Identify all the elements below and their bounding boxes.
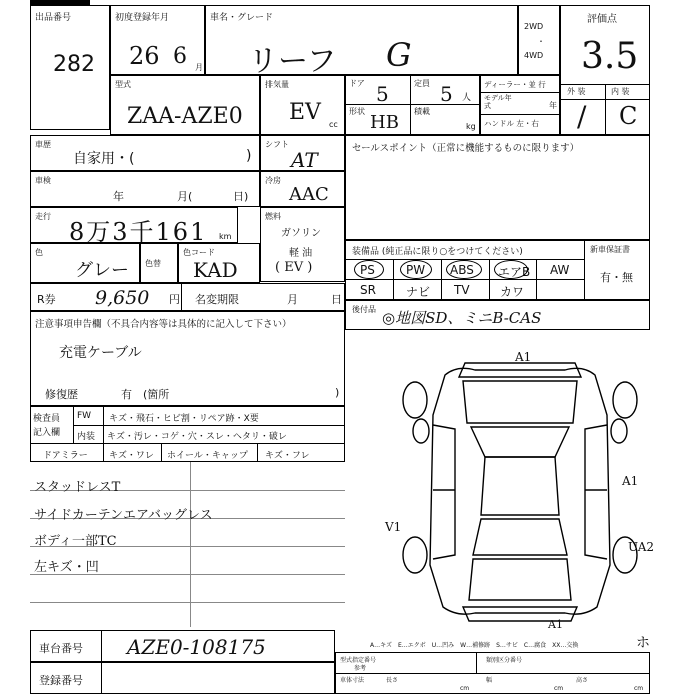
score-box xyxy=(560,5,650,135)
circle-airbag xyxy=(494,260,531,279)
mileage-value: 8万3千161 xyxy=(69,218,208,246)
equip-tv: TV xyxy=(454,283,470,297)
left-mirror xyxy=(413,419,429,443)
fuel-ev: ( EV ) xyxy=(275,260,313,275)
equip-navi: ナビ xyxy=(406,285,431,299)
roof xyxy=(481,457,559,515)
door-value: 5 xyxy=(376,82,389,106)
color-code: KAD xyxy=(193,258,238,282)
note-line-2: サイドカーテンエアバッグレス xyxy=(34,508,213,523)
car-name: リーフ xyxy=(248,44,337,79)
note-line-1: スタッドレスT xyxy=(34,480,121,495)
mark-left: V1 xyxy=(385,520,402,534)
fuel-diesel: 軽 油 xyxy=(289,248,313,259)
history-box: 車歴 自家用・( ) xyxy=(30,135,260,171)
chassis-box xyxy=(30,630,335,662)
shift-label: シフト xyxy=(265,140,289,149)
mileage-box xyxy=(30,207,238,246)
dealer-box xyxy=(480,75,560,135)
interior-label: 内 装 xyxy=(611,87,630,96)
handwritten-notes xyxy=(30,462,345,627)
registration-label: 登録番号 xyxy=(39,674,83,687)
aftermarket-label: 後付品 xyxy=(352,305,376,314)
interior-score: C xyxy=(619,102,638,130)
sales-point-label: セールスポイント（正常に機能するものに限ります） xyxy=(352,143,580,154)
right-mirror xyxy=(611,419,627,443)
note-line-3: ボディ一部TC xyxy=(34,534,117,549)
right-side xyxy=(585,425,607,559)
warranty-label: 新車保証書 xyxy=(590,245,630,254)
recycle-box: R券 9,650 円 名変期限 月 日 xyxy=(30,283,345,311)
shape-label: 形状 xyxy=(349,107,365,116)
repair-label: 修復歴 xyxy=(45,388,78,401)
drive-4wd: 4WD xyxy=(524,51,544,60)
capacity-value: 5 xyxy=(440,82,453,106)
windshield xyxy=(471,427,569,457)
notes-value: 充電ケーブル xyxy=(59,345,142,361)
history-value: 自家用・( xyxy=(73,151,135,167)
mileage-label: 走行 xyxy=(35,212,51,221)
reg-year: 26 xyxy=(129,42,160,70)
color-change-label: 色替 xyxy=(145,259,161,268)
model-year-label: モデル年式 xyxy=(484,94,512,110)
recycle-value: 9,650 xyxy=(95,287,150,309)
equip-ps: PS xyxy=(360,263,375,277)
exterior-score: / xyxy=(577,100,587,133)
door-label: ドア xyxy=(349,79,365,88)
hood xyxy=(463,381,577,423)
km-unit: km xyxy=(219,232,232,241)
color-label: 色 xyxy=(35,248,43,257)
color-code-label: 色コード xyxy=(183,248,215,257)
rear-glass xyxy=(473,519,567,555)
body-outline xyxy=(430,368,610,614)
wheel-rl xyxy=(403,537,427,573)
equip-leather: カワ xyxy=(500,285,525,299)
ac-value: AAC xyxy=(289,184,329,205)
recycle-label: R券 xyxy=(37,293,56,306)
fuel-box xyxy=(260,207,345,282)
shift-box xyxy=(260,135,345,171)
capacity-unit: 人 xyxy=(462,93,472,103)
color-box xyxy=(30,243,140,283)
small-info-box: 型式指定番号 参考 類別区分番号 車体寸法 長さ 幅 高さ cm cm cm xyxy=(335,652,650,694)
score-label: 評価点 xyxy=(587,14,617,25)
exterior-label: 外 装 xyxy=(567,87,586,96)
displacement-label: 排気量 xyxy=(265,80,289,89)
door-box xyxy=(345,75,480,135)
kg-unit: kg xyxy=(466,122,476,131)
displacement-value: EV xyxy=(289,100,321,125)
chassis-label: 車台番号 xyxy=(39,642,83,655)
score-value: 3.5 xyxy=(581,36,639,77)
inspection-box: 車検 年 月( 日) xyxy=(30,171,260,207)
load-label: 積載 xyxy=(414,107,430,116)
circle-pw xyxy=(400,260,432,279)
circle-abs xyxy=(446,260,482,279)
mark-rear: A1 xyxy=(548,618,563,631)
mark-front: A1 xyxy=(515,350,532,364)
model-label: 型式 xyxy=(115,80,131,89)
lot-label: 出品番号 xyxy=(35,13,72,23)
model-box xyxy=(110,75,260,135)
reg-month: 6 xyxy=(173,44,187,69)
mark-right: A1 xyxy=(622,474,639,488)
year-unit: 年 xyxy=(549,101,557,110)
car-damage-diagram xyxy=(385,345,655,640)
drive-box: 2WD ・ 4WD xyxy=(518,5,560,75)
dealer-label: ディーラー・並 行 xyxy=(484,80,546,89)
color-code-box xyxy=(178,243,260,283)
equipment-label: 装備品 (純正品に限り○をつけてください) xyxy=(352,247,523,257)
name-change-label: 名変期限 xyxy=(195,293,239,306)
fuel-label: 燃料 xyxy=(265,212,281,221)
equip-pw: PW xyxy=(406,263,426,277)
model-code: ZAA-AZE0 xyxy=(127,104,243,129)
first-reg-label: 初度登録年月 xyxy=(115,13,170,23)
cc-unit: cc xyxy=(329,120,338,129)
damage-legend: A…キズ E…エクボ U…凹み W…補修跡 S…サビ C…腐食 XX…交換 xyxy=(370,642,579,649)
equip-sr: SR xyxy=(360,283,376,297)
inspector-box: 検査員 記入欄 FW キズ・飛石・ヒビ割・リペア跡・X要 内装 キズ・汚レ・コゲ・穴・スレ・ヘタリ・破レ ドアミラー キズ・ワレ ホイール・キャップ キズ・フレ xyxy=(30,406,345,462)
displacement-box xyxy=(260,75,345,135)
grade: G xyxy=(386,36,412,74)
warranty-options: 有・無 xyxy=(600,271,633,284)
trunk xyxy=(469,559,571,600)
note-line-4: 左キズ・凹 xyxy=(34,560,99,575)
notes-box: 注意事項申告欄（不具合内容等は具体的に記入して下さい） 充電ケーブル 修復歴 有 (箇所 ) xyxy=(30,311,345,406)
inspection-label: 車検 xyxy=(35,176,51,185)
car-name-label: 車名・グレード xyxy=(210,13,274,23)
ac-box xyxy=(260,171,345,207)
circle-ps xyxy=(354,260,384,279)
aftermarket-value: ◎地図SD、ミニB-CAS xyxy=(382,309,542,327)
equip-abs: ABS xyxy=(450,263,474,277)
lot-box xyxy=(30,5,110,130)
equip-airbag: エアB xyxy=(498,265,531,279)
color-change-box xyxy=(140,243,178,283)
wheel-fl xyxy=(403,382,427,418)
chassis-value: AZE0-108175 xyxy=(127,635,266,659)
history-label: 車歴 xyxy=(35,140,51,149)
ac-label: 冷房 xyxy=(265,176,281,185)
mark-rear-right: UA2 xyxy=(628,540,655,554)
handle-label: ハンドル 左・右 xyxy=(484,119,539,128)
equip-aw: AW xyxy=(550,263,570,277)
fuel-gasoline: ガソリン xyxy=(281,228,321,239)
drive-2wd: 2WD xyxy=(524,22,544,31)
sales-point-box xyxy=(345,135,650,240)
notes-label: 注意事項申告欄（不具合内容等は具体的に記入して下さい） xyxy=(35,319,292,330)
color-value: グレー xyxy=(75,260,129,281)
wheel-fr xyxy=(613,382,637,418)
shift-value: AT xyxy=(291,148,318,172)
registration-box xyxy=(30,662,335,694)
car-name-box xyxy=(205,5,518,79)
legend-mark: ホ xyxy=(636,635,650,651)
equipment-box xyxy=(345,240,650,300)
aftermarket-box xyxy=(345,300,650,330)
month-unit: 月 xyxy=(195,63,203,72)
shape-value: HB xyxy=(370,112,399,133)
first-reg-box xyxy=(110,5,205,75)
capacity-label: 定員 xyxy=(414,79,430,88)
lot-number: 282 xyxy=(53,52,95,77)
left-side xyxy=(433,425,455,559)
